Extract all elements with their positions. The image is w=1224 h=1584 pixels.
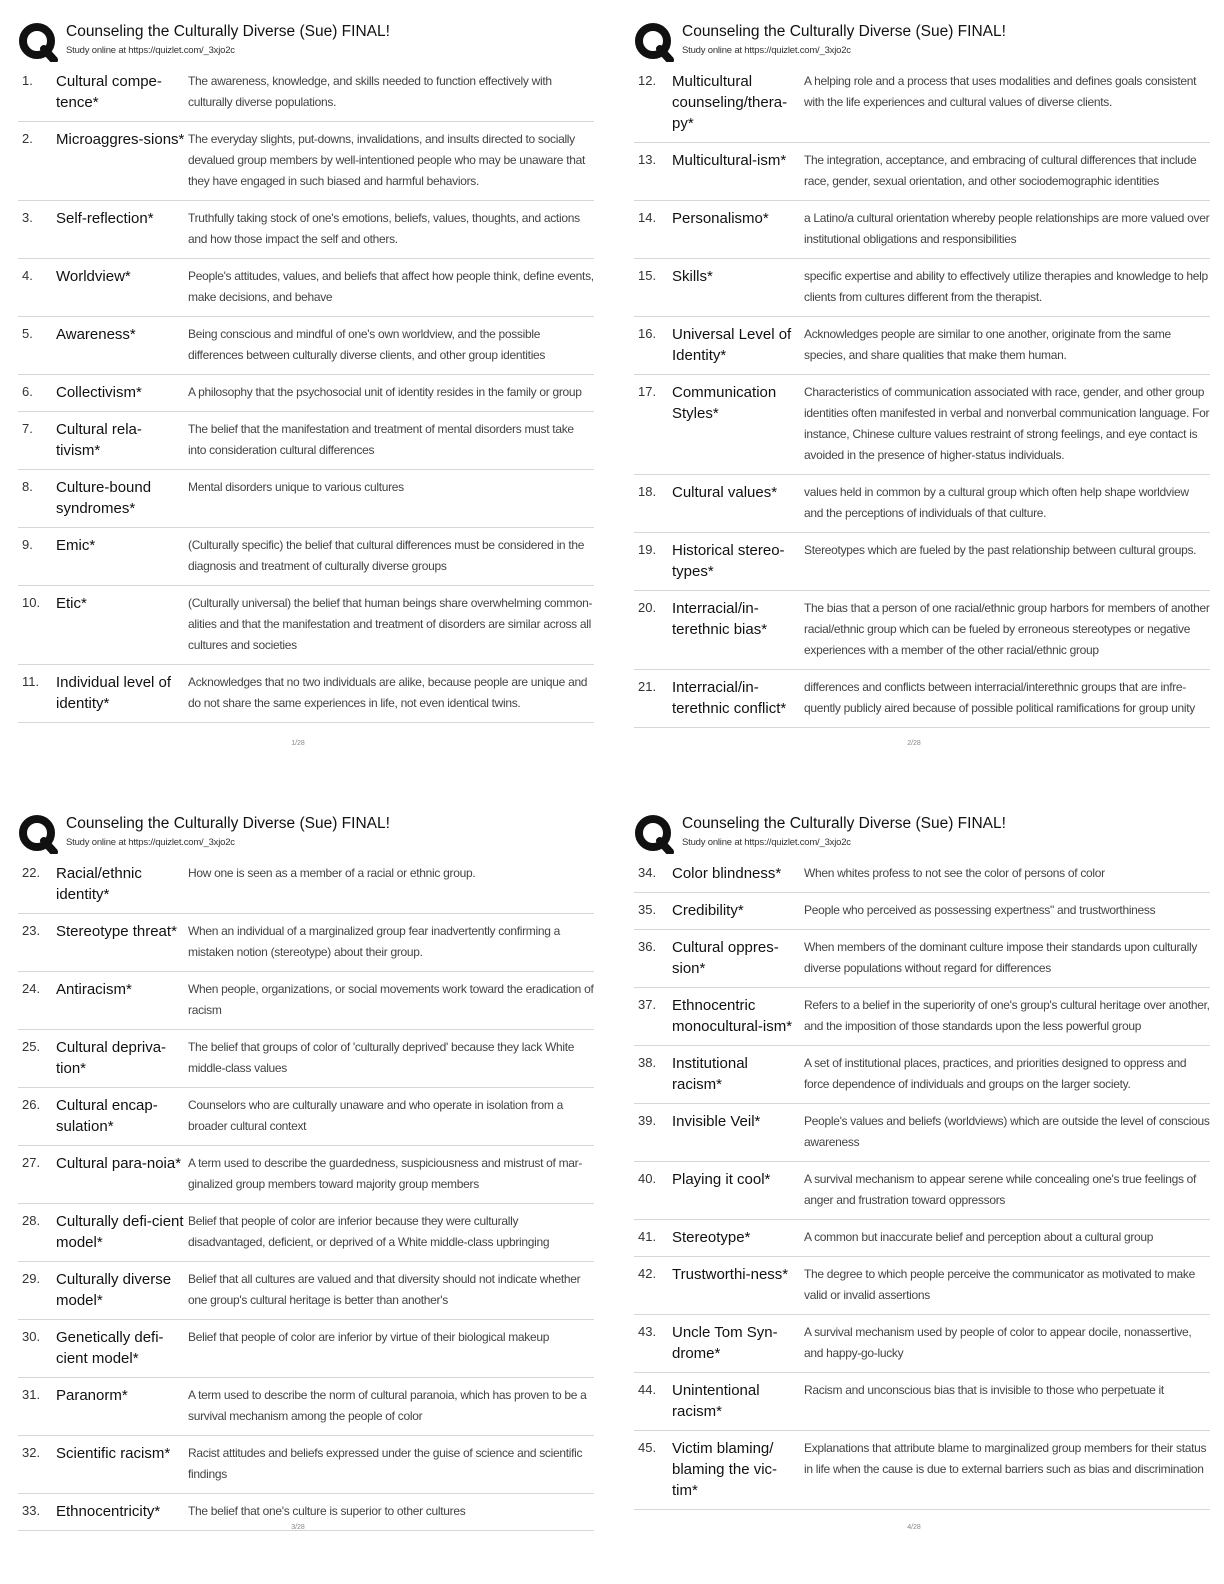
term-number: 11.: [22, 674, 40, 689]
term-number: 16.: [638, 326, 657, 341]
term-row: [18, 317, 594, 375]
term-number: 41.: [638, 1229, 657, 1244]
term-number: 21.: [638, 679, 657, 694]
term-name: Individual level of identity*: [56, 674, 172, 712]
term-row: [18, 1204, 594, 1262]
term-row: [634, 64, 1210, 143]
page-number: 2/28: [907, 740, 921, 747]
term-row: [18, 665, 594, 723]
term-number: 4.: [22, 268, 33, 283]
term-definition: Refers to a belief in the superiority of one's group's cultural heritage over another, and the imposition of those standards upon the less powerful group: [804, 998, 1210, 1033]
term-definition: a Latino/a cultural orientation whereby people relationships are more valued over institutional obligations and responsibilities: [804, 211, 1210, 246]
term-name: Emic*: [56, 537, 96, 554]
term-number: 19.: [638, 542, 657, 557]
term-row: [18, 259, 594, 317]
term-definition: When whites profess to not see the color of persons of color: [804, 866, 1105, 880]
term-list: [18, 856, 594, 1531]
term-row: [18, 1030, 594, 1088]
term-definition: A term used to describe the norm of cultural paranoia, which has proven to be a survival mechanism among the people of color: [188, 1388, 587, 1423]
term-name: Trustworthi-ness*: [672, 1266, 789, 1283]
term-name: Multicultural counseling/thera-py*: [672, 73, 788, 132]
term-number: 45.: [638, 1440, 657, 1455]
term-row: [634, 856, 1210, 893]
term-name: Culturally diverse model*: [56, 1271, 172, 1309]
term-definition: When an individual of a marginalized group fear inadvertently confirming a mistaken notion (stereotype) about their group.: [188, 924, 561, 959]
term-definition: The degree to which people perceive the communicator as motivated to make valid or invalid assertions: [804, 1267, 1195, 1302]
term-name: Cultural oppres-sion*: [672, 939, 779, 977]
term-row: [18, 1320, 594, 1378]
flashcard-page-1: [18, 18, 594, 747]
term-name: Etic*: [56, 595, 87, 612]
term-definition: Acknowledges that no two individuals are alike, because people are unique and do not share the same experiences in life, not even identical twins.: [188, 675, 588, 710]
term-definition: Racism and unconscious bias that is invisible to those who perpetuate it: [804, 1383, 1164, 1397]
term-row: [18, 1378, 594, 1436]
term-definition: Explanations that attribute blame to marginalized group members for their status in life when the cause is due to external barriers such as bias and discrimination: [804, 1441, 1207, 1476]
term-name: Invisible Veil*: [672, 1113, 761, 1130]
term-row: [18, 914, 594, 972]
term-name: Awareness*: [56, 326, 136, 343]
term-number: 32.: [22, 1445, 41, 1460]
term-number: 42.: [638, 1266, 657, 1281]
term-number: 25.: [22, 1039, 41, 1054]
term-name: Unintentional racism*: [672, 1382, 760, 1420]
term-definition: The everyday slights, put-downs, invalidations, and insults directed to socially devalued group members by well-intentioned people who may be unaware that they have engaged in such biased and harmful behaviors.: [188, 132, 586, 188]
term-row: [634, 670, 1210, 728]
term-definition: A helping role and a process that uses modalities and defines goals consistent with the life experiences and cultural values of diverse clients.: [804, 74, 1197, 109]
term-row: [18, 122, 594, 201]
term-number: 12.: [638, 73, 657, 88]
term-row: [634, 533, 1210, 591]
term-definition: Mental disorders unique to various cultures: [188, 480, 404, 494]
term-number: 35.: [638, 902, 657, 917]
term-number: 10.: [22, 595, 41, 610]
term-name: Interracial/in-terethnic conflict*: [672, 679, 787, 717]
term-row: [18, 201, 594, 259]
term-name: Stereotype threat*: [56, 923, 177, 940]
page-number: 1/28: [291, 740, 305, 747]
term-name: Universal Level of Identity*: [672, 326, 792, 364]
term-name: Color blindness*: [672, 865, 782, 882]
term-number: 28.: [22, 1213, 41, 1228]
term-definition: The integration, acceptance, and embracing of cultural differences that include race, gender, sexual orientation, and other sociodemographic identities: [804, 153, 1197, 188]
term-definition: When people, organizations, or social movements work toward the eradication of racism: [188, 982, 594, 1017]
term-row: [634, 988, 1210, 1046]
term-definition: Belief that people of color are inferior because they were culturally disadvantaged, deficient, or deprived of a White middle-class upbringing: [188, 1214, 550, 1249]
study-online-link[interactable]: Study online at https://quizlet.com/_3xjo2c: [66, 45, 235, 56]
term-row: [634, 1046, 1210, 1104]
term-row: [634, 317, 1210, 375]
study-online-link[interactable]: Study online at https://quizlet.com/_3xjo2c: [682, 45, 851, 56]
term-row: [18, 64, 594, 122]
term-definition: The belief that groups of color of 'culturally deprived' because they lack White middle-class values: [188, 1040, 575, 1075]
term-definition: People who perceived as possessing expertness" and trustworthiness: [804, 903, 1156, 917]
term-name: Cultural rela-tivism*: [56, 421, 142, 459]
term-name: Ethnocentric monocultural-ism*: [672, 997, 793, 1035]
term-name: Genetically defi-cient model*: [56, 1329, 164, 1367]
term-name: Uncle Tom Syn-drome*: [672, 1324, 778, 1362]
term-row: [634, 930, 1210, 988]
term-row: [634, 1104, 1210, 1162]
page-header: [18, 18, 594, 64]
term-row: [634, 259, 1210, 317]
term-name: Victim blaming/ blaming the vic-tim*: [672, 1440, 778, 1499]
term-number: 44.: [638, 1382, 657, 1397]
term-name: Microaggres-sions*: [56, 131, 185, 148]
term-row: [634, 375, 1210, 475]
term-row: [18, 412, 594, 470]
term-definition: When members of the dominant culture impose their standards upon culturally diverse populations without regard for differences: [804, 940, 1198, 975]
term-name: Culturally defi-cient model*: [56, 1213, 184, 1251]
term-definition: Acknowledges people are similar to one another, originate from the same species, and share qualities that make them human.: [804, 327, 1171, 362]
term-row: [634, 1315, 1210, 1373]
term-name: Institutional racism*: [672, 1055, 748, 1093]
page-number: 3/28: [291, 1524, 305, 1531]
study-online-link[interactable]: Study online at https://quizlet.com/_3xjo2c: [66, 837, 235, 848]
page-title: Counseling the Culturally Diverse (Sue) FINAL!: [66, 815, 390, 832]
quizlet-logo-icon: [634, 22, 674, 62]
page-title: Counseling the Culturally Diverse (Sue) FINAL!: [682, 815, 1006, 832]
term-number: 22.: [22, 865, 41, 880]
term-number: 18.: [638, 484, 657, 499]
term-number: 40.: [638, 1171, 657, 1186]
term-number: 9.: [22, 537, 33, 552]
term-name: Communication Styles*: [672, 384, 777, 422]
term-row: [634, 1162, 1210, 1220]
term-number: 20.: [638, 600, 657, 615]
study-online-link[interactable]: Study online at https://quizlet.com/_3xjo2c: [682, 837, 851, 848]
term-row: [634, 591, 1210, 670]
term-number: 30.: [22, 1329, 41, 1344]
term-row: [634, 143, 1210, 201]
page-header: [18, 810, 594, 856]
term-row: [18, 528, 594, 586]
term-row: [634, 1431, 1210, 1510]
term-number: 29.: [22, 1271, 41, 1286]
term-number: 7.: [22, 421, 33, 436]
term-number: 6.: [22, 384, 33, 399]
term-list: [634, 856, 1210, 1510]
term-number: 38.: [638, 1055, 657, 1070]
term-name: Paranorm*: [56, 1387, 128, 1404]
term-row: [18, 470, 594, 528]
flashcard-page-4: [634, 810, 1210, 1531]
term-name: Culture-bound syndromes*: [56, 479, 152, 517]
term-number: 31.: [22, 1387, 41, 1402]
term-definition: differences and conflicts between interracial/interethnic groups that are infre-quently publicly aired because of possible political ramifications for group unity: [804, 680, 1195, 715]
flashcard-page-3: [18, 810, 594, 1531]
term-name: Stereotype*: [672, 1229, 751, 1246]
term-name: Historical stereo-types*: [672, 542, 785, 580]
term-list: [634, 64, 1210, 728]
term-definition: The belief that one's culture is superior to other cultures: [188, 1504, 466, 1518]
term-definition: values held in common by a cultural group which often help shape worldview and the perceptions of individuals of that culture.: [804, 485, 1189, 520]
term-definition: Stereotypes which are fueled by the past relationship between cultural groups.: [804, 543, 1197, 557]
term-name: Ethnocentricity*: [56, 1503, 161, 1520]
term-definition: (Culturally specific) the belief that cultural differences must be considered in the diagnosis and treatment of culturally diverse groups: [188, 538, 585, 573]
term-number: 33.: [22, 1503, 41, 1518]
term-definition: Truthfully taking stock of one's emotions, beliefs, values, thoughts, and actions and how those impact the self and others.: [188, 211, 580, 246]
term-number: 34.: [638, 865, 657, 880]
page-title: Counseling the Culturally Diverse (Sue) FINAL!: [682, 23, 1006, 40]
term-number: 15.: [638, 268, 657, 283]
term-row: [18, 1262, 594, 1320]
term-number: 14.: [638, 210, 657, 225]
term-number: 26.: [22, 1097, 41, 1112]
term-number: 43.: [638, 1324, 657, 1339]
term-name: Racial/ethnic identity*: [56, 865, 142, 903]
term-row: [18, 856, 594, 914]
term-definition: (Culturally universal) the belief that human beings share overwhelming common-alities and that the manifestation and treatment of disorders are similar across all cultures and societies: [188, 596, 593, 652]
term-number: 39.: [638, 1113, 657, 1128]
term-row: [18, 586, 594, 665]
term-definition: A set of institutional places, practices, and priorities designed to oppress and force dependence of individuals and groups on the larger society.: [804, 1056, 1187, 1091]
quizlet-logo-icon: [634, 814, 674, 854]
term-name: Antiracism*: [56, 981, 132, 998]
term-name: Skills*: [672, 268, 713, 285]
term-row: [18, 1088, 594, 1146]
term-number: 37.: [638, 997, 657, 1012]
term-name: Collectivism*: [56, 384, 142, 401]
term-number: 2.: [22, 131, 33, 146]
term-number: 36.: [638, 939, 657, 954]
page-number: 4/28: [907, 1524, 921, 1531]
term-definition: The bias that a person of one racial/ethnic group harbors for members of another racial/ethnic group which can be fueled by erroneous stereotypes or negative experiences with a member of the other racial/ethnic group: [804, 601, 1210, 657]
term-number: 8.: [22, 479, 33, 494]
term-row: [634, 201, 1210, 259]
term-definition: Counselors who are culturally unaware and who operate in isolation from a broader cultural context: [188, 1098, 563, 1133]
quizlet-logo-icon: [18, 22, 58, 62]
page-header: [634, 810, 1210, 856]
term-number: 3.: [22, 210, 33, 225]
term-definition: Racist attitudes and beliefs expressed under the guise of science and scientific findings: [188, 1446, 583, 1481]
term-definition: A common but inaccurate belief and perception about a cultural group: [804, 1230, 1154, 1244]
term-name: Personalismo*: [672, 210, 769, 227]
term-definition: How one is seen as a member of a racial or ethnic group.: [188, 866, 476, 880]
term-number: 1.: [22, 73, 33, 88]
term-number: 13.: [638, 152, 657, 167]
term-number: 24.: [22, 981, 41, 996]
term-definition: A survival mechanism to appear serene while concealing one's true feelings of anger and frustration toward oppressors: [804, 1172, 1197, 1207]
term-row: [634, 475, 1210, 533]
term-definition: Being conscious and mindful of one's own worldview, and the possible differences between culturally diverse clients, and other group identities: [188, 327, 546, 362]
term-row: [634, 1220, 1210, 1257]
flashcard-page-2: [634, 18, 1210, 747]
term-number: 23.: [22, 923, 41, 938]
term-list: [18, 64, 594, 723]
term-name: Cultural encap-sulation*: [56, 1097, 158, 1135]
term-name: Cultural compe-tence*: [56, 73, 162, 111]
term-row: [18, 375, 594, 412]
term-row: [18, 1146, 594, 1204]
term-definition: The belief that the manifestation and treatment of mental disorders must take into consideration cultural differences: [188, 422, 574, 457]
term-name: Self-reflection*: [56, 210, 154, 227]
page-header: [634, 18, 1210, 64]
term-definition: specific expertise and ability to effectively utilize therapies and knowledge to help clients from cultures different from the therapist.: [804, 269, 1208, 304]
page-title: Counseling the Culturally Diverse (Sue) FINAL!: [66, 23, 390, 40]
term-definition: A philosophy that the psychosocial unit of identity resides in the family or group: [188, 385, 582, 399]
term-definition: A term used to describe the guardedness, suspiciousness and mistrust of mar-ginalized group members toward majority group members: [188, 1156, 583, 1191]
term-name: Cultural depriva-tion*: [56, 1039, 167, 1077]
term-name: Credibility*: [672, 902, 744, 919]
term-number: 5.: [22, 326, 33, 341]
term-definition: People's attitudes, values, and beliefs that affect how people think, define events, make decisions, and behave: [188, 269, 594, 304]
term-number: 17.: [638, 384, 657, 399]
term-row: [634, 1373, 1210, 1431]
term-definition: Characteristics of communication associated with race, gender, and other group identities often manifested in verbal and nonverbal communication language. For instance, Chinese culture values restraint of strong feelings, and eye contact is avoided in the presence of higher-status individuals.: [804, 385, 1210, 462]
term-name: Worldview*: [56, 268, 131, 285]
term-definition: Belief that all cultures are valued and that diversity should not indicate whether one group's cultural heritage is better than another's: [188, 1272, 581, 1307]
term-name: Multicultural-ism*: [672, 152, 787, 169]
term-row: [18, 1436, 594, 1494]
term-definition: Belief that people of color are inferior by virtue of their biological makeup: [188, 1330, 550, 1344]
term-name: Cultural values*: [672, 484, 778, 501]
term-name: Cultural para-noia*: [56, 1155, 182, 1172]
term-name: Scientific racism*: [56, 1445, 171, 1462]
term-row: [634, 893, 1210, 930]
term-name: Interracial/in-terethnic bias*: [672, 600, 768, 638]
term-name: Playing it cool*: [672, 1171, 771, 1188]
term-number: 27.: [22, 1155, 41, 1170]
term-definition: A survival mechanism used by people of color to appear docile, nonassertive, and happy-go-lucky: [804, 1325, 1192, 1360]
term-definition: The awareness, knowledge, and skills needed to function effectively with culturally diverse populations.: [188, 74, 552, 109]
quizlet-logo-icon: [18, 814, 58, 854]
term-row: [18, 972, 594, 1030]
term-definition: People's values and beliefs (worldviews) which are outside the level of conscious awareness: [804, 1114, 1210, 1149]
term-row: [634, 1257, 1210, 1315]
